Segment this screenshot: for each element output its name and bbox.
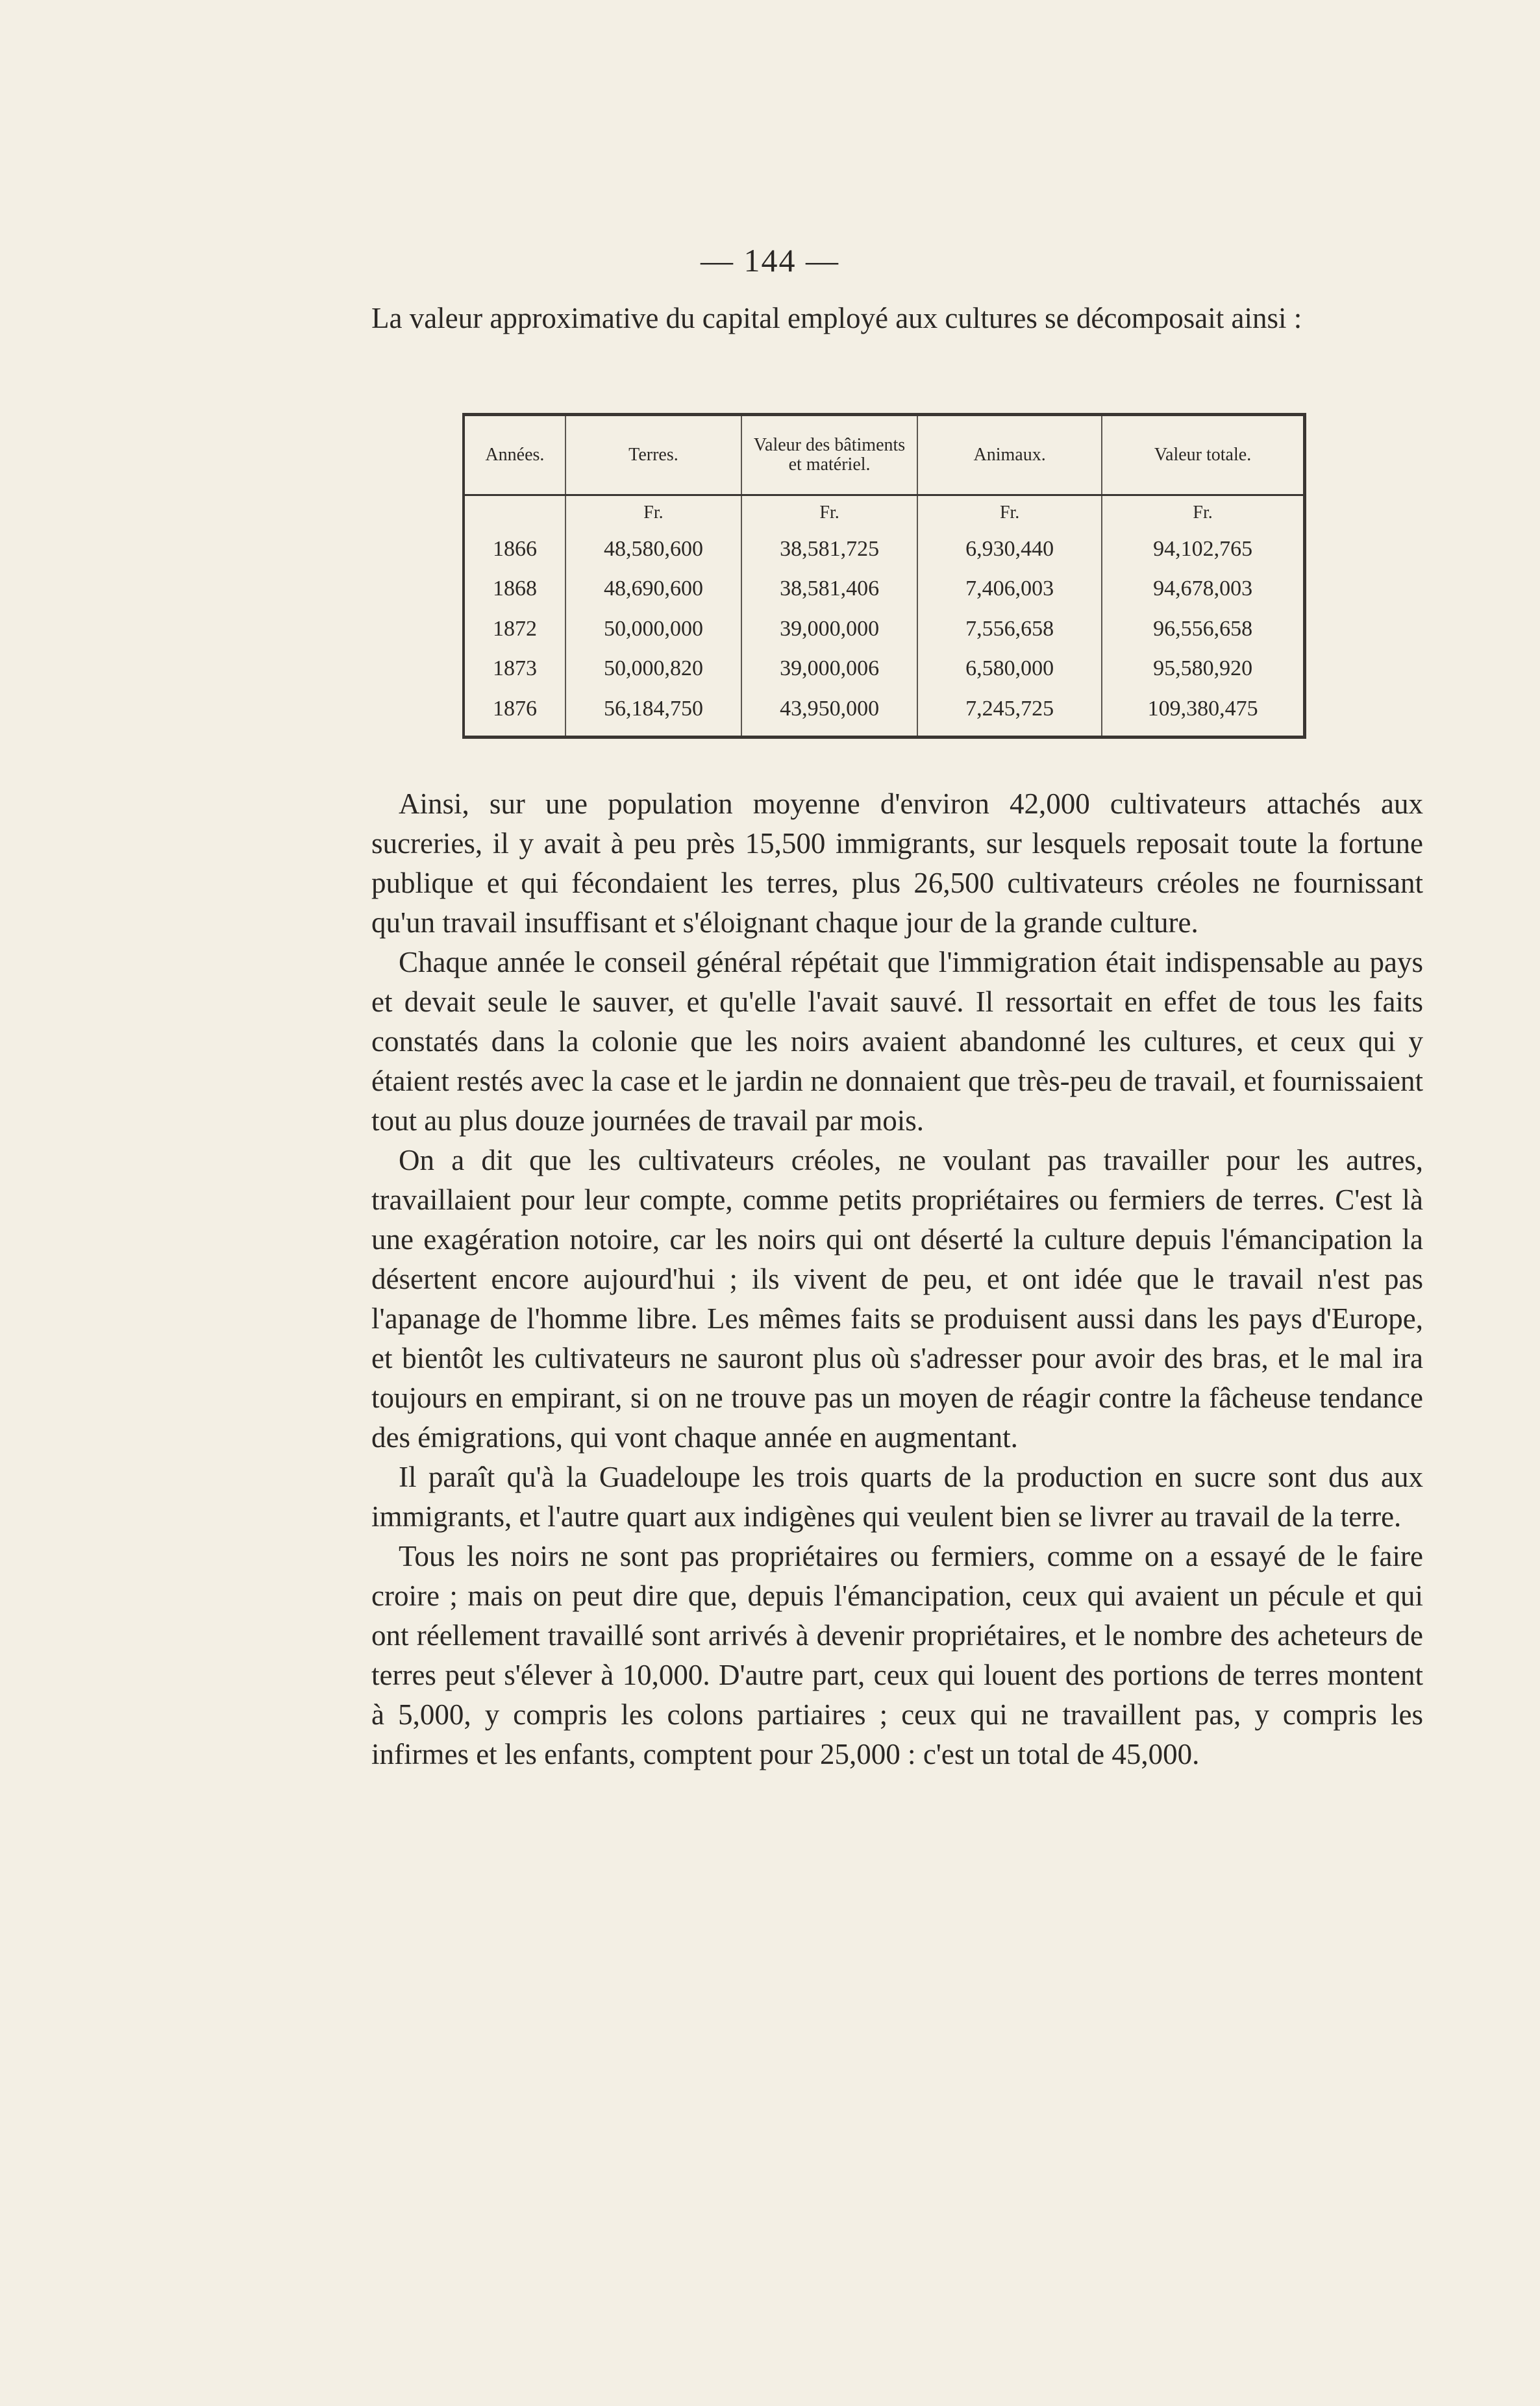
table-row xyxy=(465,529,1303,569)
year-cell: 1866 xyxy=(465,529,565,569)
unit-cell xyxy=(465,495,565,530)
paragraph: Il paraît qu'à la Guadeloupe les trois quarts de la production en sucre sont dus aux immigrants, et l'autre quart aux indigènes qui veulent bien se livrer au travail de la terre. xyxy=(371,1461,1423,1533)
page-number: — 144 — xyxy=(701,242,839,279)
batiments-cell: 39,000,006 xyxy=(741,649,917,688)
table-row xyxy=(465,649,1303,688)
terres-cell: 50,000,000 xyxy=(565,609,741,649)
table-row xyxy=(465,609,1303,649)
year-cell: 1872 xyxy=(465,609,565,649)
intro-paragraph: La valeur approximative du capital employé aux cultures se décomposait ainsi : xyxy=(371,302,1302,334)
animaux-cell: 7,245,725 xyxy=(917,688,1102,736)
year-cell: 1873 xyxy=(465,649,565,688)
batiments-cell: 38,581,725 xyxy=(741,529,917,569)
paragraph: Ainsi, sur une population moyenne d'environ 42,000 cultivateurs attachés aux sucreries, il y avait à peu près 15,500 immigrants, sur lesquels reposait toute la fortune publique et qui fécondaient les terres, plus 26,500 cultivateurs créoles ne fournissant qu'un travail insuffisant et s'éloignant chaque jour de la grande culture. xyxy=(371,788,1423,939)
paragraph: Chaque année le conseil général répétait que l'immigration était indispensable au pays et devait seule le sauver, et qu'elle l'avait sauvé. Il ressortait en effet de tous les faits constatés dans la colonie que les noirs avaient abandonné les cultures, et ceux qui y étaient restés avec la case et le jardin ne donnaient que très-peu de travail, et fournissaient tout au plus douze journées de travail par mois. xyxy=(371,946,1423,1137)
total-cell: 109,380,475 xyxy=(1147,697,1258,721)
header-valeur-totale: Valeur totale. xyxy=(1102,416,1303,495)
animaux-cell: 6,580,000 xyxy=(917,649,1102,688)
animaux-cell: 7,556,658 xyxy=(917,609,1102,649)
terres-cell: 50,000,820 xyxy=(565,649,741,688)
total-cell: 96,556,658 xyxy=(1153,616,1253,641)
unit-row xyxy=(465,495,1303,530)
unit-cell: Fr. xyxy=(1193,502,1213,523)
unit-cell: Fr. xyxy=(565,495,741,530)
terres-cell: 48,690,600 xyxy=(565,569,741,608)
table-row xyxy=(465,688,1303,736)
animaux-cell: 7,406,003 xyxy=(917,569,1102,608)
total-cell: 95,580,920 xyxy=(1153,656,1253,681)
terres-cell: 48,580,600 xyxy=(565,529,741,569)
header-terres: Terres. xyxy=(565,416,741,495)
capital-table xyxy=(462,413,1306,739)
batiments-cell: 38,581,406 xyxy=(741,569,917,608)
header-batiments: Valeur des bâtiments et matériel. xyxy=(741,416,917,495)
unit-cell: Fr. xyxy=(741,495,917,530)
paragraph: Tous les noirs ne sont pas propriétaires ou fermiers, comme on a essayé de le faire croire ; mais on peut dire que, depuis l'émancipation, ceux qui avaient un pécule et qui ont réellement travaillé sont arrivés à devenir propriétaires, et le nombre des acheteurs de terres peut s'élever à 10,000. D'autre part, ceux qui louent des portions de terres montent à 5,000, y compris les colons partiaires ; ceux qui ne travaillent pas, y compris les infirmes et les enfants, comptent pour 25,000 : c'est un total de 45,000. xyxy=(371,1540,1423,1770)
unit-cell: Fr. xyxy=(917,495,1102,530)
batiments-cell: 39,000,000 xyxy=(741,609,917,649)
body-text xyxy=(371,784,1423,1774)
animaux-cell: 6,930,440 xyxy=(917,529,1102,569)
header-animaux: Animaux. xyxy=(917,416,1102,495)
header-annees: Années. xyxy=(465,416,565,495)
total-cell: 94,678,003 xyxy=(1153,577,1253,601)
batiments-cell: 43,950,000 xyxy=(741,688,917,736)
table-header-row xyxy=(465,416,1303,495)
paragraph: On a dit que les cultivateurs créoles, ne voulant pas travailler pour les autres, travaillaient pour leur compte, comme petits propriétaires ou fermiers de terres. C'est là une exagération notoire, car les noirs qui ont déserté la culture depuis l'émancipation la désertent encore aujourd'hui ; ils vivent de peu, et ont idée que le travail n'est pas l'apanage de l'homme libre. Les mêmes faits se produisent aussi dans les pays d'Europe, et bientôt les cultivateurs ne sauront plus où s'adresser pour avoir des bras, et le mal ira toujours en empirant, si on ne trouve pas un moyen de réagir contre la fâcheuse tendance des émigrations, qui vont chaque année en augmentant. xyxy=(371,1144,1423,1454)
table-row xyxy=(465,569,1303,608)
total-cell: 94,102,765 xyxy=(1153,537,1253,562)
capital-table-grid xyxy=(465,416,1303,736)
terres-cell: 56,184,750 xyxy=(565,688,741,736)
year-cell: 1876 xyxy=(465,688,565,736)
year-cell: 1868 xyxy=(465,569,565,608)
